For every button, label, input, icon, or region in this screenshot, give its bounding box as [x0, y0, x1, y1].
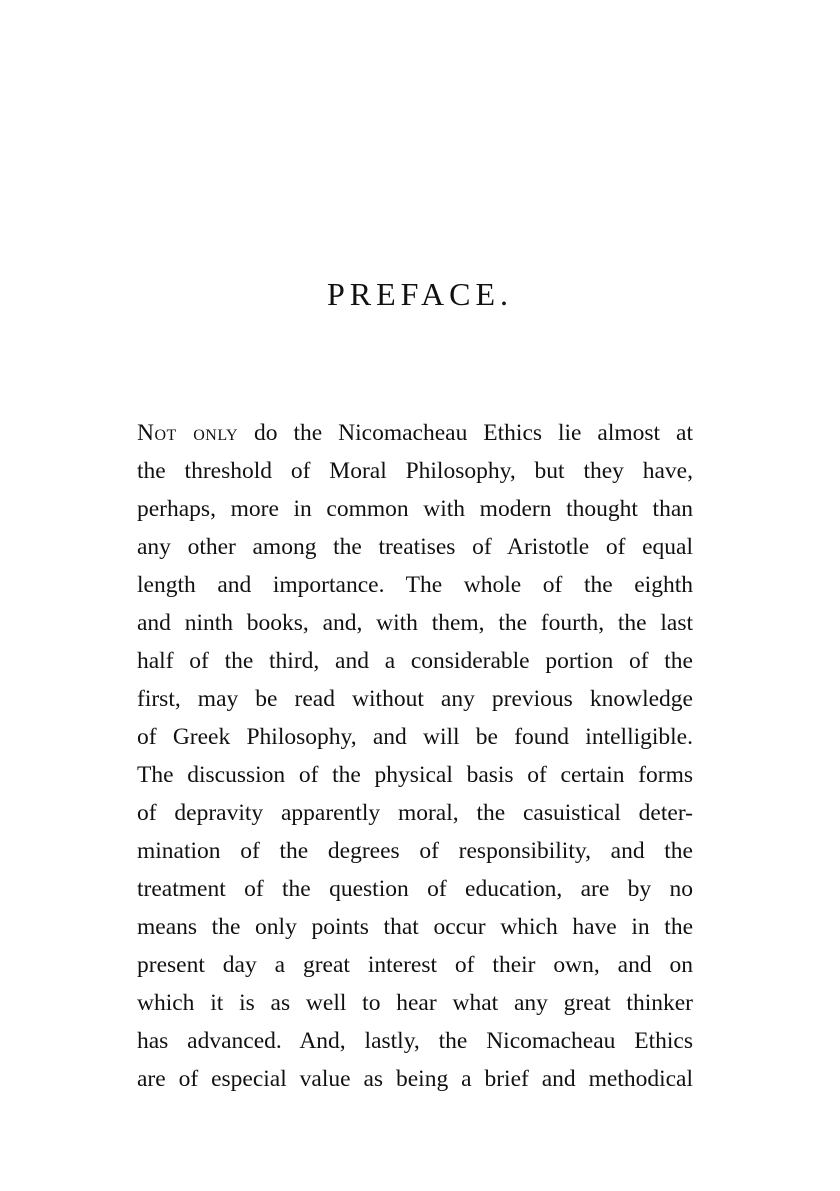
- preface-paragraph: [137, 414, 693, 1098]
- page-title: PREFACE.: [326, 276, 514, 312]
- text-line: of depravity apparently moral, the casuistical deter-: [137, 800, 693, 826]
- text-line: the threshold of Moral Philosophy, but they have,: [137, 458, 693, 484]
- text-line: are of especial value as being a brief and methodical: [137, 1066, 693, 1092]
- text-line-rest: do the Nicomacheau Ethics lie almost at: [238, 420, 693, 446]
- text-line: perhaps, more in common with modern thought than: [137, 496, 693, 522]
- text-line: mination of the degrees of responsibility, and the: [137, 838, 693, 864]
- text-line: and ninth books, and, with them, the fourth, the last: [137, 610, 693, 636]
- text-line: has advanced. And, lastly, the Nicomacheau Ethics: [137, 1028, 693, 1054]
- text-line: present day a great interest of their own, and on: [137, 952, 693, 978]
- text-line: The discussion of the physical basis of certain forms: [137, 762, 693, 788]
- text-line: [137, 414, 693, 452]
- lead-small-caps: Not only: [137, 420, 239, 446]
- text-line: half of the third, and a considerable portion of the: [137, 648, 693, 674]
- text-line: means the only points that occur which have in the: [137, 914, 693, 940]
- text-line: which it is as well to hear what any great thinker: [137, 990, 693, 1016]
- text-line: treatment of the question of education, are by no: [137, 876, 693, 902]
- text-line: first, may be read without any previous knowledge: [137, 686, 693, 712]
- text-line: of Greek Philosophy, and will be found intelligible.: [137, 724, 693, 750]
- text-line: length and importance. The whole of the eighth: [137, 572, 693, 598]
- text-line: any other among the treatises of Aristotle of equal: [137, 534, 693, 560]
